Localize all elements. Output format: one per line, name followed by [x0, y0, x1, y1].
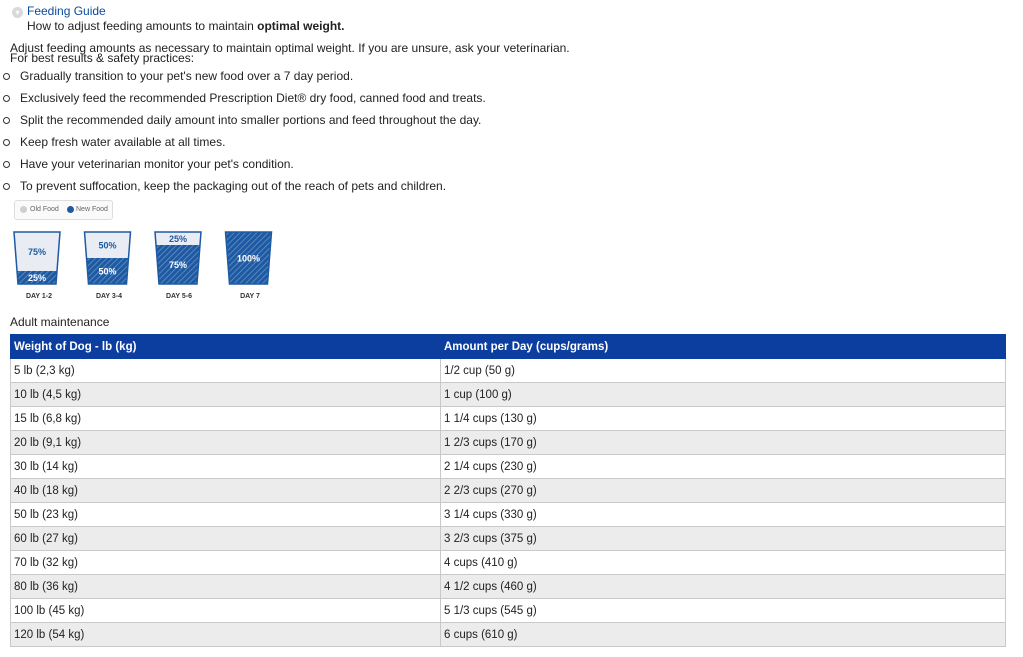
old-food-percent: 25%	[168, 234, 188, 244]
table-header-row	[11, 335, 1006, 359]
table-row	[11, 575, 1006, 599]
amount-cell: 4 1/2 cups (460 g)	[441, 575, 1006, 599]
subtitle-text: How to adjust feeding amounts to maintain	[27, 19, 258, 33]
day-label: DAY 5-6	[165, 293, 193, 300]
old-food-percent: 75%	[27, 247, 47, 257]
new-food-label: New Food	[76, 206, 108, 213]
weight-cell: 15 lb (6,8 kg)	[11, 407, 441, 431]
table-row	[11, 407, 1006, 431]
day-label: DAY 7	[240, 293, 260, 300]
feeding-guide-subtitle	[27, 19, 344, 33]
new-food-dot-icon	[67, 206, 74, 213]
weight-cell: 5 lb (2,3 kg)	[11, 359, 441, 383]
table-row	[11, 623, 1006, 647]
table-row	[11, 455, 1006, 479]
transition-cups	[12, 228, 282, 306]
amount-cell: 6 cups (610 g)	[441, 623, 1006, 647]
day-label: DAY 1-2	[25, 293, 53, 300]
food-cup-icon	[226, 232, 272, 284]
old-food-dot-icon	[20, 206, 27, 213]
amount-cell: 2 2/3 cups (270 g)	[441, 479, 1006, 503]
list-item-text: Exclusively feed the recommended Prescription Diet® dry food, canned food and treats.	[20, 91, 486, 105]
column-header-amount: Amount per Day (cups/grams)	[441, 335, 1006, 359]
column-header-weight: Weight of Dog - lb (kg)	[11, 335, 441, 359]
food-cups-graphic	[12, 228, 282, 290]
practices-heading: For best results & safety practices:	[10, 51, 195, 65]
weight-cell: 30 lb (14 kg)	[11, 455, 441, 479]
amount-cell: 5 1/3 cups (545 g)	[441, 599, 1006, 623]
list-item-text: To prevent suffocation, keep the packaging out of the reach of pets and children.	[20, 179, 447, 193]
table-row	[11, 383, 1006, 407]
bullet-icon	[3, 161, 10, 168]
table-row	[11, 431, 1006, 455]
feeding-table	[10, 334, 1006, 647]
amount-cell: 3 1/4 cups (330 g)	[441, 503, 1006, 527]
list-item-text: Have your veterinarian monitor your pet's condition.	[20, 157, 294, 171]
new-food-percent: 25%	[27, 273, 47, 283]
weight-cell: 60 lb (27 kg)	[11, 527, 441, 551]
amount-cell: 3 2/3 cups (375 g)	[441, 527, 1006, 551]
weight-cell: 50 lb (23 kg)	[11, 503, 441, 527]
table-row	[11, 527, 1006, 551]
intro-text: Adjust feeding amounts as necessary to maintain optimal weight. If you are unsure, ask your veterinarian.	[10, 41, 570, 55]
food-cup-icon	[85, 232, 131, 284]
table-row	[11, 503, 1006, 527]
amount-cell: 1/2 cup (50 g)	[441, 359, 1006, 383]
table-row	[11, 599, 1006, 623]
amount-cell: 1 cup (100 g)	[441, 383, 1006, 407]
list-item-text: Split the recommended daily amount into smaller portions and feed throughout the day.	[20, 113, 482, 127]
table-row	[11, 359, 1006, 383]
table-body	[11, 359, 1006, 647]
food-cup-icon	[14, 232, 60, 284]
amount-cell: 1 1/4 cups (130 g)	[441, 407, 1006, 431]
table-title: Adult maintenance	[10, 315, 110, 329]
amount-cell: 4 cups (410 g)	[441, 551, 1006, 575]
table-row	[11, 479, 1006, 503]
table-row	[11, 551, 1006, 575]
weight-cell: 120 lb (54 kg)	[11, 623, 441, 647]
day-label: DAY 3-4	[95, 293, 123, 300]
old-food-label: Old Food	[30, 206, 59, 213]
bullet-icon	[3, 73, 10, 80]
weight-cell: 40 lb (18 kg)	[11, 479, 441, 503]
weight-cell: 10 lb (4,5 kg)	[11, 383, 441, 407]
list-item-text: Keep fresh water available at all times.	[20, 135, 226, 149]
amount-cell: 1 2/3 cups (170 g)	[441, 431, 1006, 455]
food-cup-icon	[155, 232, 201, 284]
amount-cell: 2 1/4 cups (230 g)	[441, 455, 1006, 479]
weight-cell: 100 lb (45 kg)	[11, 599, 441, 623]
feeding-guide-title[interactable]: Feeding Guide	[27, 4, 106, 18]
food-legend	[14, 200, 113, 220]
weight-cell: 70 lb (32 kg)	[11, 551, 441, 575]
subtitle-bold-text: optimal weight.	[257, 19, 345, 33]
bullet-icon	[3, 117, 10, 124]
chevron-down-icon[interactable]: ▾	[12, 7, 23, 18]
bullet-icon	[3, 95, 10, 102]
weight-cell: 80 lb (36 kg)	[11, 575, 441, 599]
new-food-percent: 50%	[98, 266, 117, 277]
bullet-icon	[3, 183, 10, 190]
new-food-percent: 100%	[236, 253, 261, 264]
bullet-icon	[3, 139, 10, 146]
list-item-text: Gradually transition to your pet's new food over a 7 day period.	[20, 69, 354, 83]
old-food-percent: 50%	[98, 240, 117, 251]
new-food-percent: 75%	[168, 260, 188, 270]
weight-cell: 20 lb (9,1 kg)	[11, 431, 441, 455]
